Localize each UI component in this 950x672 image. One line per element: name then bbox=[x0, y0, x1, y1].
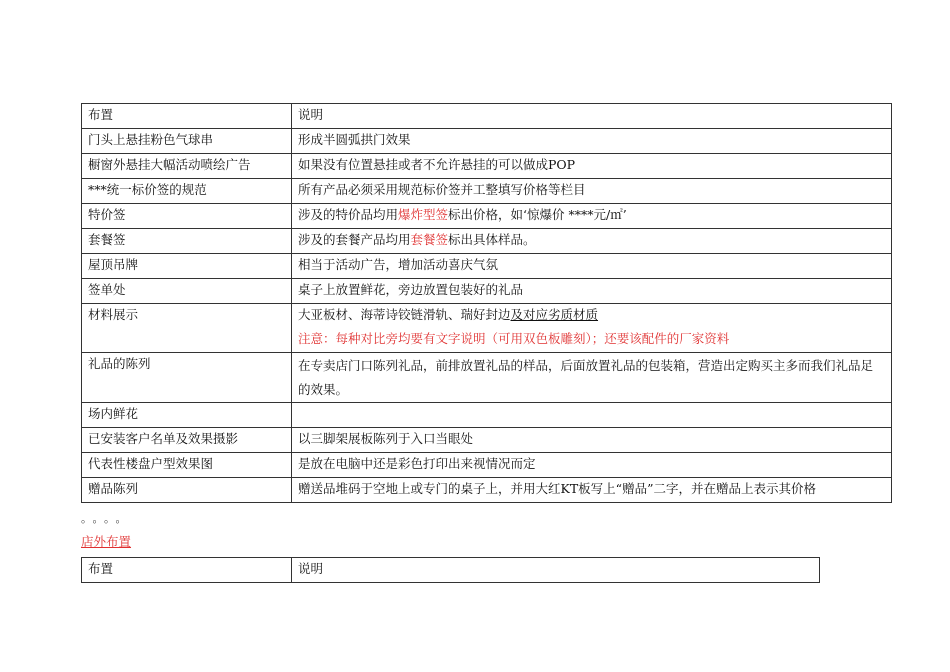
row-description-cell: 如果没有位置悬挂或者不允许悬挂的可以做成POP bbox=[292, 154, 892, 179]
row-description-cell: 桌子上放置鲜花，旁边放置包装好的礼品 bbox=[292, 279, 892, 304]
row-item-cell: 屋顶吊牌 bbox=[82, 254, 292, 279]
row-description-cell bbox=[292, 403, 892, 428]
row-item-cell: 特价签 bbox=[82, 204, 292, 229]
table-row bbox=[82, 129, 892, 154]
ellipsis-dots: 。。。。 bbox=[81, 512, 133, 525]
row-description-cell: 是放在电脑中还是彩色打印出来视情况而定 bbox=[292, 453, 892, 478]
row-description-cell: 相当于活动广告，增加活动喜庆气氛 bbox=[292, 254, 892, 279]
row-item-cell: 礼品的陈列 bbox=[82, 353, 292, 403]
description-text: 标出价格，如‘惊爆价 ****元/㎡’ bbox=[448, 207, 627, 222]
description-text: 涉及的特价品均用 bbox=[298, 207, 399, 222]
row-description-cell: 赠送品堆码于空地上或专门的桌子上，并用大红KT板写上“赠品”二字，并在赠品上表示其价格 bbox=[292, 478, 892, 503]
header-layout-cell: 布置 bbox=[82, 104, 292, 129]
row-item-cell: 场内鲜花 bbox=[82, 403, 292, 428]
row-item-cell: 橱窗外悬挂大幅活动喷绘广告 bbox=[82, 154, 292, 179]
table-row bbox=[82, 204, 892, 229]
warning-note: 注意：每种对比旁均要有文字说明（可用双色板雕刻）；还要该配件的厂家资料 bbox=[298, 331, 730, 346]
outside-layout-table bbox=[81, 557, 820, 583]
description-text: 涉及的套餐产品均用 bbox=[298, 232, 411, 247]
layout-table bbox=[81, 103, 892, 503]
underlined-text: 及对应劣质材质 bbox=[510, 307, 599, 322]
row-item-cell: 签单处 bbox=[82, 279, 292, 304]
outside-section-heading[interactable]: 店外布置 bbox=[81, 534, 132, 549]
table-row bbox=[82, 478, 892, 503]
header-description-cell: 说明 bbox=[292, 104, 892, 129]
row-description-cell: 在专卖店门口陈列礼品，前排放置礼品的样品，后面放置礼品的包装箱，营造出定购买主多而我们礼品足的效果。 bbox=[292, 353, 892, 403]
table-header-row bbox=[82, 104, 892, 129]
row-item-cell: 赠品陈列 bbox=[82, 478, 292, 503]
table-row bbox=[82, 428, 892, 453]
row-item-cell: ***统一标价签的规范 bbox=[82, 179, 292, 204]
row-item-cell: 套餐签 bbox=[82, 229, 292, 254]
row-item-cell: 门头上悬挂粉色气球串 bbox=[82, 129, 292, 154]
highlight-text: 套餐签 bbox=[410, 232, 449, 247]
table-row bbox=[82, 179, 892, 204]
description-text: 大亚板材、海蒂诗铰链滑轨、瑞好封边 bbox=[298, 307, 511, 322]
row-description-cell bbox=[292, 204, 892, 229]
table-header-row bbox=[82, 558, 820, 583]
description-text: 标出具体样品。 bbox=[448, 232, 536, 247]
table-row bbox=[82, 279, 892, 304]
description-line bbox=[298, 304, 885, 328]
table-row bbox=[82, 453, 892, 478]
row-item-cell: 代表性楼盘户型效果图 bbox=[82, 453, 292, 478]
table-row bbox=[82, 229, 892, 254]
row-description-cell: 以三脚架展板陈列于入口当眼处 bbox=[292, 428, 892, 453]
row-description-cell bbox=[292, 229, 892, 254]
highlight-text: 爆炸型签 bbox=[398, 207, 449, 222]
table-row bbox=[82, 254, 892, 279]
row-description-cell bbox=[292, 304, 892, 353]
row-description-cell: 形成半圆弧拱门效果 bbox=[292, 129, 892, 154]
table-row bbox=[82, 353, 892, 403]
header-description-cell: 说明 bbox=[292, 558, 820, 583]
table-row bbox=[82, 304, 892, 353]
header-layout-cell: 布置 bbox=[82, 558, 292, 583]
row-item-cell: 已安装客户名单及效果摄影 bbox=[82, 428, 292, 453]
table-row bbox=[82, 154, 892, 179]
table-row bbox=[82, 403, 892, 428]
row-item-cell: 材料展示 bbox=[82, 304, 292, 353]
row-description-cell: 所有产品必须采用规范标价签并工整填写价格等栏目 bbox=[292, 179, 892, 204]
